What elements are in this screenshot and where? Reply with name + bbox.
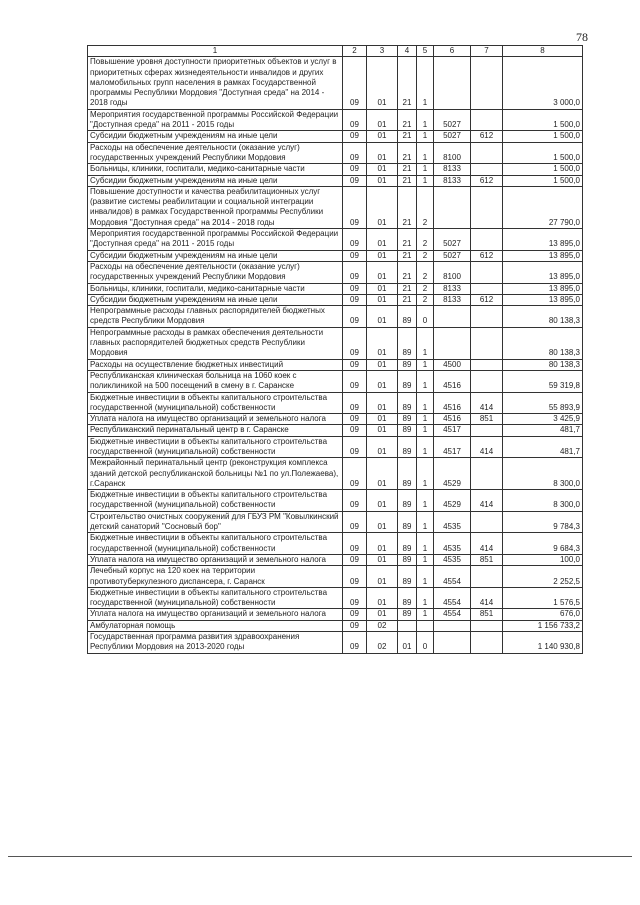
subprogram-cell: 0 bbox=[417, 632, 434, 654]
program-cell: 89 bbox=[398, 566, 417, 588]
subprogram-cell: 2 bbox=[417, 261, 434, 283]
amount-cell: 1 156 733,2 bbox=[503, 620, 583, 631]
subsection-cell: 01 bbox=[367, 554, 398, 565]
expense-type-cell: 414 bbox=[471, 587, 503, 609]
row-name-cell: Уплата налога на имущество организаций и земельного налога bbox=[88, 609, 343, 620]
program-cell: 21 bbox=[398, 142, 417, 164]
table-row bbox=[88, 229, 583, 251]
program-cell: 89 bbox=[398, 306, 417, 328]
expense-type-cell bbox=[471, 142, 503, 164]
section-cell: 09 bbox=[343, 131, 367, 142]
column-header: 8 bbox=[503, 46, 583, 57]
section-cell: 09 bbox=[343, 458, 367, 490]
subprogram-cell: 1 bbox=[417, 142, 434, 164]
article-cell bbox=[434, 632, 471, 654]
amount-cell: 13 895,0 bbox=[503, 261, 583, 283]
subsection-cell: 02 bbox=[367, 620, 398, 631]
article-cell: 5027 bbox=[434, 131, 471, 142]
row-name-cell: Бюджетные инвестиции в объекты капитального строительства государственной (муниципальной) собственности bbox=[88, 490, 343, 512]
row-name-cell: Субсидии бюджетным учреждениям на иные цели bbox=[88, 250, 343, 261]
expense-type-cell bbox=[471, 566, 503, 588]
section-cell: 09 bbox=[343, 142, 367, 164]
table-row bbox=[88, 609, 583, 620]
budget-table bbox=[87, 45, 583, 654]
subsection-cell: 01 bbox=[367, 458, 398, 490]
table-row bbox=[88, 283, 583, 294]
subsection-cell: 01 bbox=[367, 294, 398, 305]
row-name-cell: Амбулаторная помощь bbox=[88, 620, 343, 631]
subsection-cell: 01 bbox=[367, 609, 398, 620]
program-cell: 89 bbox=[398, 436, 417, 458]
article-cell: 4535 bbox=[434, 511, 471, 533]
column-header: 6 bbox=[434, 46, 471, 57]
table-row bbox=[88, 250, 583, 261]
amount-cell: 1 140 930,8 bbox=[503, 632, 583, 654]
table-row bbox=[88, 490, 583, 512]
expense-type-cell bbox=[471, 425, 503, 436]
subprogram-cell: 1 bbox=[417, 436, 434, 458]
amount-cell: 3 000,0 bbox=[503, 57, 583, 109]
expense-type-cell bbox=[471, 370, 503, 392]
amount-cell: 8 300,0 bbox=[503, 490, 583, 512]
section-cell: 09 bbox=[343, 566, 367, 588]
subsection-cell: 01 bbox=[367, 131, 398, 142]
section-cell: 09 bbox=[343, 359, 367, 370]
table-row bbox=[88, 370, 583, 392]
page-number: 78 bbox=[576, 30, 588, 44]
row-name-cell: Непрограммные расходы в рамках обеспечения деятельности главных распорядителей бюджетных средств Республики Мордовия bbox=[88, 327, 343, 359]
section-cell: 09 bbox=[343, 261, 367, 283]
expense-type-cell bbox=[471, 511, 503, 533]
row-name-cell: Государственная программа развития здравоохранения Республики Мордовия на 2013-2020 годы bbox=[88, 632, 343, 654]
expense-type-cell bbox=[471, 186, 503, 228]
subsection-cell: 01 bbox=[367, 425, 398, 436]
program-cell: 89 bbox=[398, 359, 417, 370]
amount-cell: 1 500,0 bbox=[503, 131, 583, 142]
program-cell: 89 bbox=[398, 554, 417, 565]
section-cell: 09 bbox=[343, 186, 367, 228]
program-cell: 89 bbox=[398, 327, 417, 359]
subprogram-cell: 2 bbox=[417, 186, 434, 228]
amount-cell: 1 500,0 bbox=[503, 175, 583, 186]
amount-cell: 481,7 bbox=[503, 425, 583, 436]
expense-type-cell bbox=[471, 632, 503, 654]
table-row bbox=[88, 587, 583, 609]
article-cell: 4500 bbox=[434, 359, 471, 370]
table-row bbox=[88, 175, 583, 186]
article-cell: 8133 bbox=[434, 283, 471, 294]
article-cell: 4517 bbox=[434, 436, 471, 458]
subprogram-cell: 1 bbox=[417, 57, 434, 109]
subsection-cell: 01 bbox=[367, 250, 398, 261]
section-cell: 09 bbox=[343, 587, 367, 609]
article-cell: 5027 bbox=[434, 109, 471, 131]
table-row bbox=[88, 458, 583, 490]
table-row bbox=[88, 359, 583, 370]
section-cell: 09 bbox=[343, 632, 367, 654]
section-cell: 09 bbox=[343, 175, 367, 186]
column-header: 4 bbox=[398, 46, 417, 57]
subprogram-cell: 1 bbox=[417, 131, 434, 142]
table-row bbox=[88, 142, 583, 164]
subsection-cell: 01 bbox=[367, 587, 398, 609]
section-cell: 09 bbox=[343, 490, 367, 512]
expense-type-cell bbox=[471, 306, 503, 328]
expense-type-cell: 612 bbox=[471, 131, 503, 142]
amount-cell: 3 425,9 bbox=[503, 414, 583, 425]
section-cell: 09 bbox=[343, 57, 367, 109]
subsection-cell: 02 bbox=[367, 632, 398, 654]
section-cell: 09 bbox=[343, 229, 367, 251]
subprogram-cell: 1 bbox=[417, 327, 434, 359]
subsection-cell: 01 bbox=[367, 392, 398, 414]
row-name-cell: Субсидии бюджетным учреждениям на иные цели bbox=[88, 131, 343, 142]
amount-cell: 13 895,0 bbox=[503, 229, 583, 251]
table-row bbox=[88, 392, 583, 414]
amount-cell: 27 790,0 bbox=[503, 186, 583, 228]
expense-type-cell bbox=[471, 327, 503, 359]
subprogram-cell: 2 bbox=[417, 229, 434, 251]
article-cell bbox=[434, 186, 471, 228]
article-cell bbox=[434, 306, 471, 328]
article-cell: 4535 bbox=[434, 554, 471, 565]
expense-type-cell bbox=[471, 359, 503, 370]
program-cell: 21 bbox=[398, 250, 417, 261]
column-header: 7 bbox=[471, 46, 503, 57]
table-row bbox=[88, 511, 583, 533]
row-name-cell: Бюджетные инвестиции в объекты капитального строительства государственной (муниципальной) собственности bbox=[88, 533, 343, 555]
row-name-cell: Уплата налога на имущество организаций и земельного налога bbox=[88, 414, 343, 425]
article-cell: 4529 bbox=[434, 490, 471, 512]
article-cell: 4554 bbox=[434, 609, 471, 620]
expense-type-cell: 851 bbox=[471, 554, 503, 565]
row-name-cell: Повышение уровня доступности приоритетных объектов и услуг в приоритетных сферах жизнедеятельности инвалидов и других маломобильных групп населения в рамках Государственной программы Республики Мордовия "Доступная среда" на 2014 - 2018 годы bbox=[88, 57, 343, 109]
row-name-cell: Расходы на обеспечение деятельности (оказание услуг) государственных учреждений Республики Мордовия bbox=[88, 142, 343, 164]
subprogram-cell: 1 bbox=[417, 609, 434, 620]
expense-type-cell: 414 bbox=[471, 436, 503, 458]
subprogram-cell: 2 bbox=[417, 250, 434, 261]
subsection-cell: 01 bbox=[367, 142, 398, 164]
row-name-cell: Республиканская клиническая больница на 1060 коек с поликлиникой на 500 посещений в смену в г. Саранске bbox=[88, 370, 343, 392]
subsection-cell: 01 bbox=[367, 186, 398, 228]
row-name-cell: Субсидии бюджетным учреждениям на иные цели bbox=[88, 294, 343, 305]
subprogram-cell: 1 bbox=[417, 109, 434, 131]
subprogram-cell: 2 bbox=[417, 294, 434, 305]
table-row bbox=[88, 436, 583, 458]
program-cell: 89 bbox=[398, 533, 417, 555]
article-cell bbox=[434, 57, 471, 109]
subsection-cell: 01 bbox=[367, 370, 398, 392]
amount-cell: 8 300,0 bbox=[503, 458, 583, 490]
amount-cell: 9 784,3 bbox=[503, 511, 583, 533]
row-name-cell: Расходы на осуществление бюджетных инвестиций bbox=[88, 359, 343, 370]
table-row bbox=[88, 57, 583, 109]
table-row bbox=[88, 131, 583, 142]
column-header: 1 bbox=[88, 46, 343, 57]
expense-type-cell bbox=[471, 164, 503, 175]
subsection-cell: 01 bbox=[367, 359, 398, 370]
subsection-cell: 01 bbox=[367, 306, 398, 328]
program-cell: 89 bbox=[398, 458, 417, 490]
subsection-cell: 01 bbox=[367, 175, 398, 186]
article-cell: 4554 bbox=[434, 566, 471, 588]
section-cell: 09 bbox=[343, 414, 367, 425]
subprogram-cell: 1 bbox=[417, 490, 434, 512]
program-cell bbox=[398, 620, 417, 631]
article-cell: 4535 bbox=[434, 533, 471, 555]
row-name-cell: Повышение доступности и качества реабилитационных услуг (развитие системы реабилитации и социальной интеграции инвалидов) в рамках Государственной программы Республики Мордовия "Доступная среда" на 2014 - 2018 годы bbox=[88, 186, 343, 228]
article-cell: 8133 bbox=[434, 164, 471, 175]
article-cell: 8100 bbox=[434, 142, 471, 164]
subsection-cell: 01 bbox=[367, 533, 398, 555]
row-name-cell: Непрограммные расходы главных распорядителей бюджетных средств Республики Мордовия bbox=[88, 306, 343, 328]
table-body bbox=[88, 57, 583, 653]
section-cell: 09 bbox=[343, 392, 367, 414]
article-cell: 4517 bbox=[434, 425, 471, 436]
subprogram-cell: 0 bbox=[417, 306, 434, 328]
row-name-cell: Субсидии бюджетным учреждениям на иные цели bbox=[88, 175, 343, 186]
subprogram-cell: 1 bbox=[417, 425, 434, 436]
amount-cell: 9 684,3 bbox=[503, 533, 583, 555]
amount-cell: 676,0 bbox=[503, 609, 583, 620]
article-cell: 4554 bbox=[434, 587, 471, 609]
row-name-cell: Расходы на обеспечение деятельности (оказание услуг) государственных учреждений Республики Мордовия bbox=[88, 261, 343, 283]
program-cell: 89 bbox=[398, 370, 417, 392]
program-cell: 21 bbox=[398, 57, 417, 109]
subsection-cell: 01 bbox=[367, 414, 398, 425]
article-cell: 4516 bbox=[434, 392, 471, 414]
subprogram-cell: 2 bbox=[417, 283, 434, 294]
amount-cell: 13 895,0 bbox=[503, 250, 583, 261]
subprogram-cell: 1 bbox=[417, 533, 434, 555]
expense-type-cell bbox=[471, 283, 503, 294]
amount-cell: 1 500,0 bbox=[503, 164, 583, 175]
subsection-cell: 01 bbox=[367, 229, 398, 251]
program-cell: 89 bbox=[398, 392, 417, 414]
row-name-cell: Уплата налога на имущество организаций и земельного налога bbox=[88, 554, 343, 565]
row-name-cell: Больницы, клиники, госпитали, медико-санитарные части bbox=[88, 283, 343, 294]
table-row bbox=[88, 632, 583, 654]
program-cell: 89 bbox=[398, 490, 417, 512]
subprogram-cell bbox=[417, 620, 434, 631]
program-cell: 21 bbox=[398, 175, 417, 186]
expense-type-cell bbox=[471, 620, 503, 631]
section-cell: 09 bbox=[343, 533, 367, 555]
subprogram-cell: 1 bbox=[417, 370, 434, 392]
row-name-cell: Строительство очистных сооружений для ГБУЗ РМ "Ковылкинский детский санаторий "Сосновый бор" bbox=[88, 511, 343, 533]
subprogram-cell: 1 bbox=[417, 414, 434, 425]
subsection-cell: 01 bbox=[367, 109, 398, 131]
expense-type-cell: 612 bbox=[471, 175, 503, 186]
program-cell: 21 bbox=[398, 229, 417, 251]
row-name-cell: Больницы, клиники, госпитали, медико-санитарные части bbox=[88, 164, 343, 175]
subsection-cell: 01 bbox=[367, 164, 398, 175]
article-cell: 4529 bbox=[434, 458, 471, 490]
column-header: 3 bbox=[367, 46, 398, 57]
subprogram-cell: 1 bbox=[417, 359, 434, 370]
expense-type-cell: 414 bbox=[471, 533, 503, 555]
row-name-cell: Лечебный корпус на 120 коек на территории противотуберкулезного диспансера, г. Саранск bbox=[88, 566, 343, 588]
amount-cell: 2 252,5 bbox=[503, 566, 583, 588]
subsection-cell: 01 bbox=[367, 283, 398, 294]
row-name-cell: Бюджетные инвестиции в объекты капитального строительства государственной (муниципальной) собственности bbox=[88, 436, 343, 458]
expense-type-cell bbox=[471, 57, 503, 109]
table-row bbox=[88, 327, 583, 359]
table-row bbox=[88, 566, 583, 588]
subsection-cell: 01 bbox=[367, 511, 398, 533]
row-name-cell: Межрайонный перинатальный центр (реконструкция комплекса зданий детской республиканской больницы №1 по ул.Полежаева), г.Саранск bbox=[88, 458, 343, 490]
subsection-cell: 01 bbox=[367, 566, 398, 588]
section-cell: 09 bbox=[343, 511, 367, 533]
program-cell: 89 bbox=[398, 609, 417, 620]
table-row bbox=[88, 414, 583, 425]
table-row bbox=[88, 620, 583, 631]
section-cell: 09 bbox=[343, 436, 367, 458]
expense-type-cell: 612 bbox=[471, 250, 503, 261]
table-row bbox=[88, 164, 583, 175]
section-cell: 09 bbox=[343, 620, 367, 631]
subprogram-cell: 1 bbox=[417, 175, 434, 186]
section-cell: 09 bbox=[343, 370, 367, 392]
section-cell: 09 bbox=[343, 306, 367, 328]
amount-cell: 1 500,0 bbox=[503, 142, 583, 164]
subprogram-cell: 1 bbox=[417, 566, 434, 588]
program-cell: 89 bbox=[398, 587, 417, 609]
subprogram-cell: 1 bbox=[417, 511, 434, 533]
article-cell: 8133 bbox=[434, 175, 471, 186]
program-cell: 21 bbox=[398, 283, 417, 294]
table-header-row bbox=[88, 46, 583, 57]
section-cell: 09 bbox=[343, 164, 367, 175]
subsection-cell: 01 bbox=[367, 57, 398, 109]
table-row bbox=[88, 306, 583, 328]
table-row bbox=[88, 109, 583, 131]
article-cell: 5027 bbox=[434, 250, 471, 261]
expense-type-cell: 851 bbox=[471, 609, 503, 620]
table-row bbox=[88, 186, 583, 228]
expense-type-cell: 414 bbox=[471, 392, 503, 414]
expense-type-cell: 851 bbox=[471, 414, 503, 425]
row-name-cell: Бюджетные инвестиции в объекты капитального строительства государственной (муниципальной) собственности bbox=[88, 587, 343, 609]
program-cell: 21 bbox=[398, 261, 417, 283]
program-cell: 21 bbox=[398, 109, 417, 131]
amount-cell: 13 895,0 bbox=[503, 294, 583, 305]
section-cell: 09 bbox=[343, 609, 367, 620]
section-cell: 09 bbox=[343, 109, 367, 131]
subprogram-cell: 1 bbox=[417, 458, 434, 490]
subprogram-cell: 1 bbox=[417, 164, 434, 175]
program-cell: 21 bbox=[398, 294, 417, 305]
subprogram-cell: 1 bbox=[417, 392, 434, 414]
table-row bbox=[88, 261, 583, 283]
program-cell: 21 bbox=[398, 186, 417, 228]
amount-cell: 80 138,3 bbox=[503, 327, 583, 359]
program-cell: 89 bbox=[398, 511, 417, 533]
table-row bbox=[88, 294, 583, 305]
row-name-cell: Мероприятия государственной программы Российской Федерации "Доступная среда" на 2011 - 2015 годы bbox=[88, 229, 343, 251]
subsection-cell: 01 bbox=[367, 327, 398, 359]
column-header: 5 bbox=[417, 46, 434, 57]
expense-type-cell: 414 bbox=[471, 490, 503, 512]
subsection-cell: 01 bbox=[367, 436, 398, 458]
section-cell: 09 bbox=[343, 283, 367, 294]
program-cell: 89 bbox=[398, 414, 417, 425]
article-cell: 4516 bbox=[434, 370, 471, 392]
program-cell: 89 bbox=[398, 425, 417, 436]
subsection-cell: 01 bbox=[367, 261, 398, 283]
section-cell: 09 bbox=[343, 250, 367, 261]
expense-type-cell bbox=[471, 109, 503, 131]
section-cell: 09 bbox=[343, 425, 367, 436]
table-row bbox=[88, 554, 583, 565]
amount-cell: 59 319,8 bbox=[503, 370, 583, 392]
expense-type-cell: 612 bbox=[471, 294, 503, 305]
subsection-cell: 01 bbox=[367, 490, 398, 512]
amount-cell: 1 576,5 bbox=[503, 587, 583, 609]
amount-cell: 100,0 bbox=[503, 554, 583, 565]
article-cell: 4516 bbox=[434, 414, 471, 425]
subprogram-cell: 1 bbox=[417, 587, 434, 609]
amount-cell: 1 500,0 bbox=[503, 109, 583, 131]
program-cell: 21 bbox=[398, 131, 417, 142]
row-name-cell: Бюджетные инвестиции в объекты капитального строительства государственной (муниципальной) собственности bbox=[88, 392, 343, 414]
article-cell: 8100 bbox=[434, 261, 471, 283]
table-row bbox=[88, 425, 583, 436]
article-cell: 8133 bbox=[434, 294, 471, 305]
amount-cell: 13 895,0 bbox=[503, 283, 583, 294]
article-cell bbox=[434, 620, 471, 631]
article-cell bbox=[434, 327, 471, 359]
table-row bbox=[88, 533, 583, 555]
expense-type-cell bbox=[471, 261, 503, 283]
program-cell: 21 bbox=[398, 164, 417, 175]
subprogram-cell: 1 bbox=[417, 554, 434, 565]
program-cell: 01 bbox=[398, 632, 417, 654]
amount-cell: 80 138,3 bbox=[503, 306, 583, 328]
row-name-cell: Республиканский перинатальный центр в г. Саранске bbox=[88, 425, 343, 436]
article-cell: 5027 bbox=[434, 229, 471, 251]
row-name-cell: Мероприятия государственной программы Российской Федерации "Доступная среда" на 2011 - 2015 годы bbox=[88, 109, 343, 131]
section-cell: 09 bbox=[343, 554, 367, 565]
section-cell: 09 bbox=[343, 327, 367, 359]
column-header: 2 bbox=[343, 46, 367, 57]
expense-type-cell bbox=[471, 229, 503, 251]
amount-cell: 80 138,3 bbox=[503, 359, 583, 370]
page-bottom-rule bbox=[8, 856, 632, 857]
amount-cell: 55 893,9 bbox=[503, 392, 583, 414]
expense-type-cell bbox=[471, 458, 503, 490]
amount-cell: 481,7 bbox=[503, 436, 583, 458]
section-cell: 09 bbox=[343, 294, 367, 305]
